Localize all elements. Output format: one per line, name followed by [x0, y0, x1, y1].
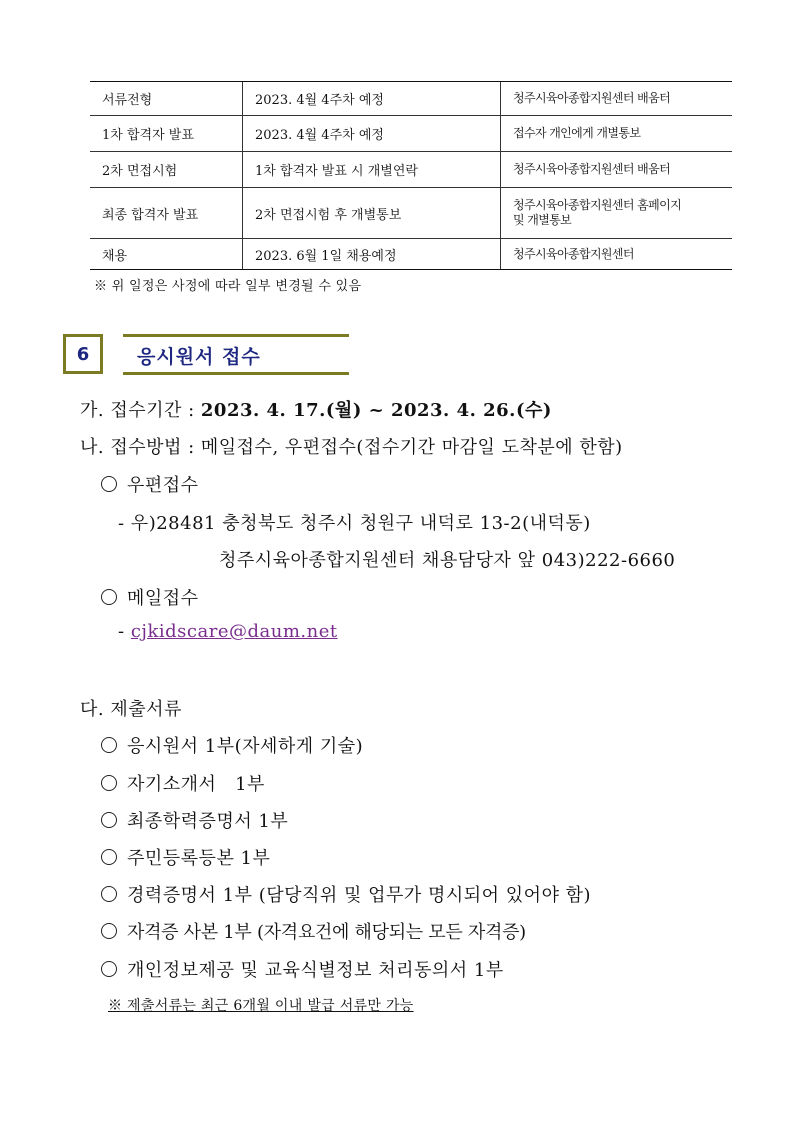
section-title: 응시원서 접수: [137, 346, 261, 368]
circle-bullet-icon: [101, 849, 117, 865]
table-row: [90, 116, 732, 152]
document-item: 주민등록등본 1부: [127, 848, 271, 869]
section-number: 6: [63, 334, 103, 374]
circle-bullet-icon: [101, 923, 117, 939]
email-line: [118, 621, 338, 642]
stage-cell: 채용: [90, 239, 243, 270]
period-value: 2023. 4. 17.(월) ~ 2023. 4. 26.(수): [200, 400, 552, 421]
email-dash: -: [118, 621, 131, 642]
circle-bullet-icon: [101, 476, 117, 492]
document-item: 응시원서 1부(자세하게 기술): [127, 736, 364, 757]
circle-bullet-icon: [101, 961, 117, 977]
date-cell: 2023. 6월 1일 채용예정: [243, 239, 501, 270]
date-cell: 2차 면접시험 후 개별통보: [243, 188, 501, 239]
period-line: [80, 396, 552, 422]
list-item: [101, 844, 270, 870]
period-label: 가. 접수기간 :: [80, 400, 201, 421]
place-line-2: 및 개별통보: [513, 213, 572, 227]
stage-cell: 1차 합격자 발표: [90, 116, 243, 152]
list-item: [101, 918, 526, 944]
date-cell: 1차 합격자 발표 시 개별연락: [243, 152, 501, 188]
method-line: 나. 접수방법 : 메일접수, 우편접수(접수기간 마감일 도착분에 한함): [80, 437, 623, 458]
list-item: [101, 956, 504, 982]
stage-cell: 서류전형: [90, 82, 243, 116]
email-link[interactable]: cjkidscare@daum.net: [130, 621, 338, 642]
document-item: 경력증명서 1부 (담당직위 및 업무가 명시되어 있어야 함): [127, 885, 592, 906]
place-cell: 접수자 개인에게 개별통보: [501, 116, 733, 152]
mail-address-2: 청주시육아종합지원센터 채용담당자 앞 043)222-6660: [219, 550, 676, 571]
place-cell: [501, 188, 733, 239]
date-cell: 2023. 4월 4주차 예정: [243, 116, 501, 152]
place-line-1: 청주시육아종합지원센터 홈페이지: [513, 198, 682, 212]
place-cell: 청주시육아종합지원센터 배움터: [501, 152, 733, 188]
circle-bullet-icon: [101, 589, 117, 605]
document-item: 최종학력증명서 1부: [127, 811, 289, 832]
document-item: 개인정보제공 및 교육식별정보 처리동의서 1부: [127, 960, 504, 981]
mail-heading: [101, 471, 199, 497]
list-item: [101, 770, 265, 796]
place-cell: 청주시육아종합지원센터 배움터: [501, 82, 733, 116]
stage-cell: 2차 면접시험: [90, 152, 243, 188]
table-row: [90, 188, 732, 239]
circle-bullet-icon: [101, 737, 117, 753]
document-item: 자기소개서 1부: [127, 774, 265, 795]
list-item: [101, 881, 591, 907]
mail-address-1: - 우)28481 충청북도 청주시 청원구 내덕로 13-2(내덕동): [118, 513, 591, 534]
table-row: [90, 152, 732, 188]
table-row: [90, 239, 732, 270]
schedule-note: ※ 위 일정은 사정에 따라 일부 변경될 수 있음: [94, 279, 362, 294]
document-item: 자격증 사본 1부 (자격요건에 해당되는 모든 자격증): [127, 922, 526, 943]
circle-bullet-icon: [101, 775, 117, 791]
table-row: [90, 82, 732, 116]
place-cell: 청주시육아종합지원센터: [501, 239, 733, 270]
date-cell: 2023. 4월 4주차 예정: [243, 82, 501, 116]
documents-heading: 다. 제출서류: [80, 699, 182, 720]
email-title: 메일접수: [127, 588, 199, 609]
stage-cell: 최종 합격자 발표: [90, 188, 243, 239]
list-item: [101, 732, 363, 758]
schedule-table: [90, 81, 732, 270]
circle-bullet-icon: [101, 886, 117, 902]
circle-bullet-icon: [101, 812, 117, 828]
mail-title: 우편접수: [127, 475, 199, 496]
list-item: [101, 807, 288, 833]
documents-note: ※ 제출서류는 최근 6개월 이내 발급 서류만 가능: [108, 998, 414, 1014]
email-heading: [101, 584, 199, 610]
